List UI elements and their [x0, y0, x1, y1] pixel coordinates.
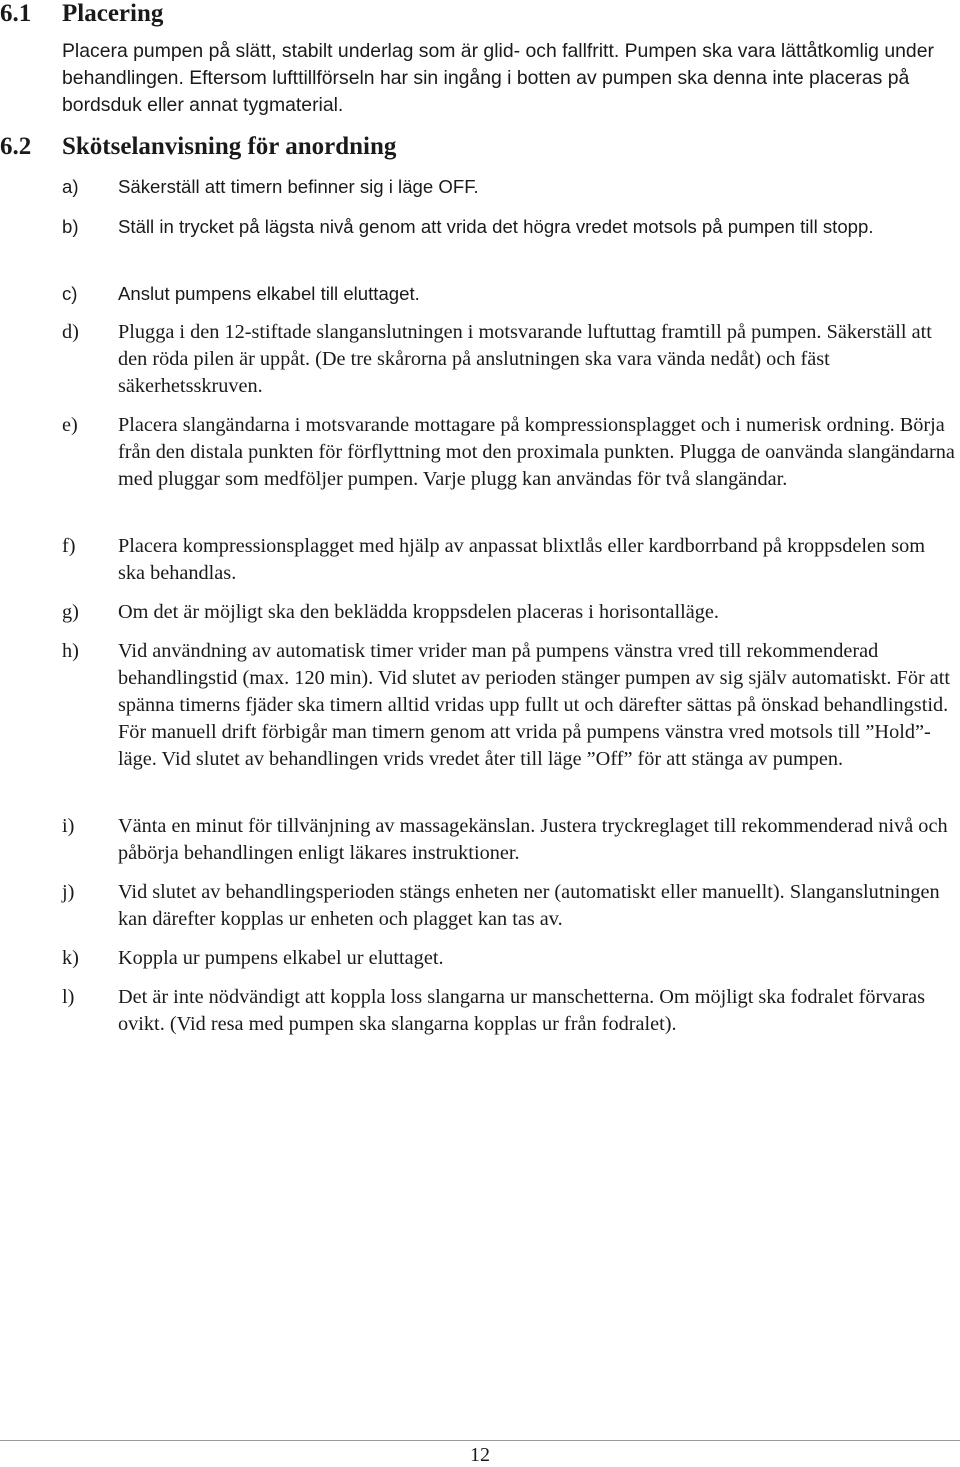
list-item-letter: j) — [62, 881, 75, 903]
list-item-letter: k) — [62, 947, 79, 969]
list-item-letter: i) — [62, 815, 75, 837]
section-heading-6-2 — [0, 133, 396, 161]
section-title: Placering — [62, 0, 164, 27]
list-item-text: Placera slangändarna i motsvarande mottagare på kompressionsplagget och i numerisk ordning. Börja från den distala punkten för förflyttning mot den proximala punkten. Plugga de oanvända slangändarna med pluggar som medföljer pumpen. Varje plugg kan användas för två slangändar. — [118, 414, 955, 490]
list-item-text: Anslut pumpens elkabel till eluttaget. — [118, 283, 420, 304]
list-item-letter: e) — [62, 414, 78, 436]
list-item-text: Ställ in trycket på lägsta nivå genom att vrida det högra vredet motsols på pumpen till stopp. — [118, 216, 874, 237]
list-item-text: Vid slutet av behandlingsperioden stängs enheten ner (automatiskt eller manuellt). Slanganslutningen kan därefter kopplas ur enheten och plagget kan tas av. — [118, 881, 940, 930]
section-number: 6.2 — [0, 133, 32, 160]
list-item-letter: l) — [62, 986, 75, 1008]
list-item-text: Säkerställ att timern befinner sig i läge OFF. — [118, 176, 479, 197]
list-item-text: Vänta en minut för tillvänjning av massagekänslan. Justera tryckreglaget till rekommenderad nivå och påbörja behandlingen enligt läkares instruktioner. — [118, 815, 948, 864]
footer-divider — [0, 1440, 960, 1441]
list-item-text: Plugga i den 12-stiftade slanganslutningen i motsvarande luftuttag framtill på pumpen. Säkerställ att den röda pilen är uppåt. (De tre skårorna på anslutningen ska vara vända nedåt) och fäst säkerhetsskruven. — [118, 321, 932, 397]
section-title: Skötselanvisning för anordning — [62, 133, 397, 160]
list-item-letter: c) — [62, 283, 78, 304]
list-item-letter: f) — [62, 535, 76, 557]
list-item-letter: d) — [62, 321, 79, 343]
page-number: 12 — [470, 1444, 490, 1466]
section-heading-6-1 — [0, 0, 163, 28]
list-item-text: Koppla ur pumpens elkabel ur eluttaget. — [118, 947, 444, 969]
list-item-text: Om det är möjligt ska den beklädda kroppsdelen placeras i horisontalläge. — [118, 601, 719, 623]
list-item-text: Placera kompressionsplagget med hjälp av anpassat blixtlås eller kardborrband på kroppsdelen som ska behandlas. — [118, 535, 926, 584]
list-item-letter: g) — [62, 601, 79, 623]
list-item-letter: a) — [62, 176, 79, 197]
list-item-text: Vid användning av automatisk timer vrider man på pumpens vänstra vred till rekommenderad behandlingstid (max. 120 min). Vid slutet av perioden stänger pumpen av sig själv automatiskt. För att spänna timerns fjäder ska timern alltid vridas upp fullt ut och därefter sättas på önskad behandlingstid. För manuell drift förbigår man timern genom att vrida på pumpens vänstra vred motsols till ”Hold”-läge. Vid slutet av behandlingen vrids vredet åter till läge ”Off” för att stänga av pumpen. — [118, 640, 951, 770]
section-number: 6.1 — [0, 0, 32, 27]
list-item-letter: b) — [62, 216, 79, 237]
list-item-letter: h) — [62, 640, 79, 662]
placering-paragraph: Placera pumpen på slätt, stabilt underlag som är glid- och fallfritt. Pumpen ska vara lättåtkomlig under behandlingen. Eftersom lufttillförseln har sin ingång i botten av pumpen ska denna inte placeras på bordsduk eller annat tygmaterial. — [62, 40, 934, 116]
list-item-text: Det är inte nödvändigt att koppla loss slangarna ur manschetterna. Om möjligt ska fodralet förvaras ovikt. (Vid resa med pumpen ska slangarna kopplas ur från fodralet). — [118, 986, 926, 1035]
